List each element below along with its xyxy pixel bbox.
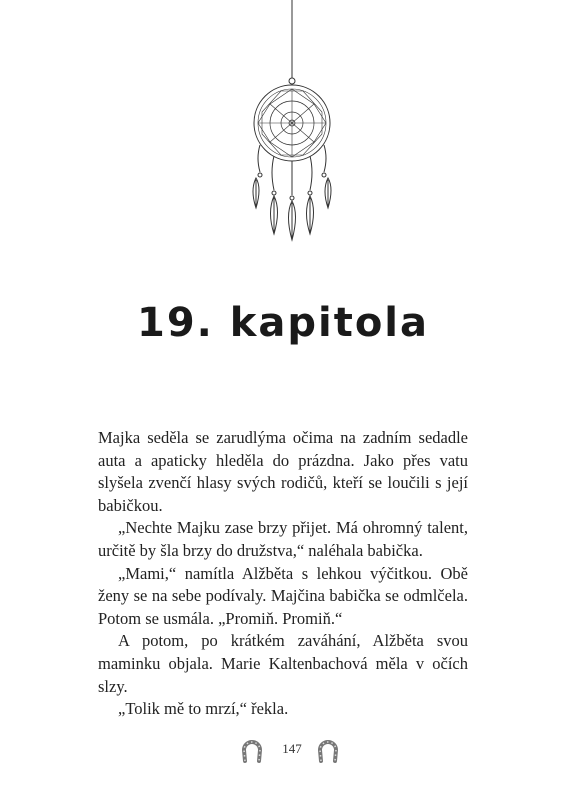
paragraph: „Nechte Majku zase brzy přijet. Má ohromný talent, určitě by šla brzy do družstva,“ naléhala babička. — [98, 518, 468, 560]
paragraph: „Mami,“ namítla Alžběta s lehkou výčitkou. Obě ženy se na sebe podívaly. Majčina babička se odmlčela. Potom se usmála. „Promiň. Promiň.“ — [98, 563, 468, 628]
horseshoe-icon — [240, 737, 264, 763]
paragraph: „Tolik mě to mrzí,“ řekla. — [118, 699, 289, 719]
paragraph: Majka seděla se zarudlýma očima na zadním sedadle auta a apaticky hleděla do prázdna. Jako přes vatu slyšela zvenčí hlasy svých rodičů, kteří se loučili s její babičkou. — [98, 428, 468, 515]
chapter-title: 19. kapitola — [136, 300, 430, 346]
page-number: 147 — [282, 741, 302, 756]
page-footer — [0, 733, 566, 773]
body-text — [98, 427, 468, 721]
paragraph: A potom, po krátkém zaváhání, Alžběta svou maminku objala. Marie Kaltenbachová měla v očích slzy. — [98, 631, 468, 696]
dreamcatcher-illustration — [230, 0, 360, 245]
horseshoe-icon — [316, 737, 340, 763]
